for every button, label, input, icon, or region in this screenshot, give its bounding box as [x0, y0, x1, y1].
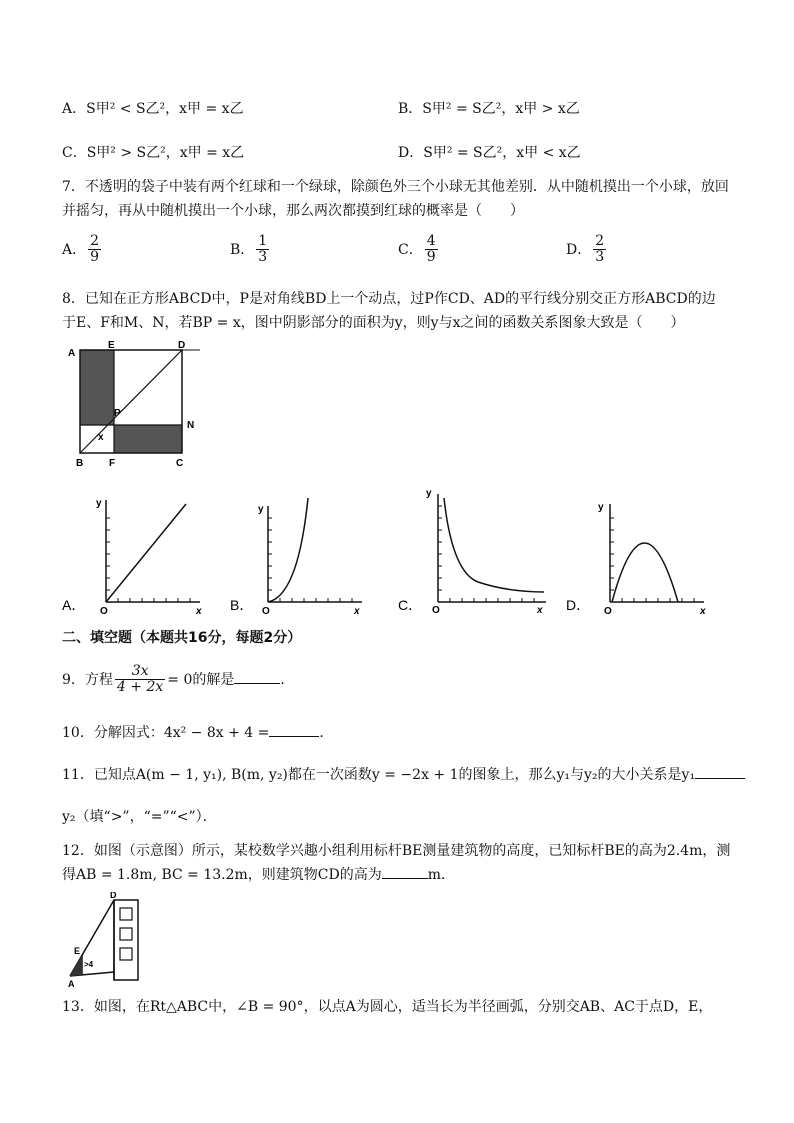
q7-option-d-letter: D．: [566, 241, 592, 258]
q8-label-d: D: [178, 340, 186, 351]
q8-shaded-top-left: [80, 350, 114, 425]
q12-stem-line1: 12．如图（示意图）所示，某校数学兴趣小组利用标杆BE测量建筑物的高度，已知标杆BE的高为2.4m，测: [62, 843, 731, 859]
q9-numerator: 3x: [115, 664, 165, 680]
q6-option-c-text: C．S甲² > S乙²，x甲 = x乙: [62, 145, 245, 161]
q8-graph-c-curve: [444, 498, 544, 592]
q6-option-b: [398, 98, 580, 118]
q6-option-d: [398, 142, 581, 162]
q8-graph-c-y-label: y: [426, 488, 432, 499]
q8-graph-d-letter: D．: [566, 597, 591, 613]
q6-option-a: [62, 98, 244, 118]
q7-option-b-fraction: [256, 234, 269, 266]
q8-shaded-bottom-right: [114, 425, 182, 453]
q12-label-a: A: [68, 979, 75, 988]
q8-label-x: x: [98, 432, 104, 443]
q10-answer-blank[interactable]: [269, 724, 319, 737]
q12-label-mark: >4: [84, 960, 94, 969]
q7-option-d-num: 2: [595, 233, 605, 249]
q7-option-d-fraction: [593, 234, 606, 266]
q8-label-a: A: [68, 348, 76, 359]
q8-label-p: P: [114, 408, 121, 419]
q12-stem-line2: [62, 864, 455, 884]
q7-option-b-num: 1: [258, 233, 268, 249]
q9-suffix: = 0的解是: [167, 671, 235, 688]
q6-option-b-text: B．S甲² = S乙²，x甲 > x乙: [398, 101, 580, 117]
q12-answer-blank[interactable]: [382, 866, 428, 879]
q8-square-figure: [62, 340, 212, 472]
q9-prefix: 9．方程: [62, 671, 113, 688]
q8-stem-line1: 8．已知在正方形ABCD中，P是对角线BD上一个动点，过P作CD、AD的平行线分别交正方形ABCD的边: [62, 291, 716, 307]
q9-end: ．: [280, 671, 295, 688]
q8-graph-d-y-label: y: [598, 502, 604, 513]
q8-graph-d-curve: [612, 543, 678, 602]
q8-graph-a-x-label: x: [196, 606, 202, 615]
q8-graph-c-letter: C．: [398, 597, 423, 613]
q9-stem: [62, 664, 294, 696]
q12-window-2: [120, 928, 132, 940]
q8-graph-a-letter: A．: [62, 597, 86, 613]
q7-stem-line2: 并摇匀，再从中随机摸出一个小球，那么两次都摸到红球的概率是（ ）: [62, 203, 524, 219]
q12-line2-suffix: m．: [427, 867, 456, 883]
q12-window-1: [120, 908, 132, 920]
q7-option-b-letter: B．: [230, 241, 255, 258]
q7-option-c: [398, 234, 440, 266]
q8-label-e: E: [108, 340, 115, 351]
q7-option-a-letter: A．: [62, 241, 87, 258]
q11-line1-text: 11．已知点A(m − 1, y₁), B(m, y₂)都在一次函数y = −2x + 1的图象上，那么y₁与y₂的大小关系是y₁: [62, 767, 696, 783]
q10-text: 10．分解因式：4x² − 8x + 4 =: [62, 725, 270, 741]
q12-window-3: [120, 948, 132, 960]
q8-graph-b-curve: [268, 498, 308, 602]
q12-label-d: D: [110, 892, 117, 900]
q8-graph-b-x-label: x: [354, 606, 360, 615]
q10-end: ．: [319, 725, 334, 741]
q8-graph-a: [62, 490, 212, 615]
q9-fraction: [115, 664, 165, 696]
q8-label-n: N: [187, 420, 195, 431]
q8-graph-b-origin: O: [262, 606, 270, 615]
q12-label-e: E: [74, 946, 81, 956]
q11-stem-line2: [62, 806, 217, 826]
q6-option-d-text: D．S甲² = S乙²，x甲 < x乙: [398, 145, 581, 161]
q8-graph-d-x-label: x: [700, 606, 706, 615]
q7-option-d: [566, 234, 608, 266]
q9-denominator: 4 + 2x: [116, 679, 164, 696]
q8-label-c: C: [176, 458, 184, 469]
section-2-title: 二、填空题（本题共16分，每题2分）: [62, 630, 302, 646]
q9-answer-blank[interactable]: [234, 671, 280, 684]
q8-graph-a-y-label: y: [96, 498, 102, 509]
q13-stem-line1: 13．如图，在Rt△ABC中，∠B = 90°，以点A为圆心，适当长为半径画弧，分别交AB、AC于点D，E，: [62, 999, 713, 1015]
q8-graph-c-x-label: x: [537, 605, 543, 615]
q7-stem-line1: 7．不透明的袋子中装有两个红球和一个绿球，除颜色外三个小球无其他差别．从中随机摸出一个小球，放回: [62, 179, 729, 195]
q11-stem-line1: [62, 764, 745, 784]
q7-option-a-den: 9: [90, 249, 100, 266]
q7-option-c-num: 4: [426, 233, 436, 249]
q7-option-d-den: 3: [595, 249, 605, 266]
q11-line2-text: （填“>”，“=”“<”）．: [75, 809, 217, 825]
q7-option-a-fraction: [88, 234, 101, 266]
q6-option-c: [62, 142, 244, 162]
q8-stem-line2: 于E、F和M、N，若BP = x，图中阴影部分的面积为y，则y与x之间的函数关系图象大致是（ ）: [62, 315, 685, 331]
q7-option-b: [230, 234, 271, 266]
q8-graph-c-origin: O: [432, 605, 440, 615]
q11-answer-blank[interactable]: [695, 766, 745, 779]
q6-option-a-text: A．S甲² < S乙²，x甲 = x乙: [62, 101, 244, 117]
q8-label-b: B: [76, 458, 84, 469]
q7-option-c-letter: C．: [398, 241, 423, 258]
q8-graph-b-letter: B．: [230, 597, 254, 613]
q8-graph-a-curve: [106, 504, 186, 602]
q11-line2-prefix: y₂: [62, 809, 76, 825]
q8-label-f: F: [109, 458, 116, 469]
q8-graph-b: [230, 490, 380, 615]
q8-graph-d-origin: O: [604, 606, 612, 615]
q7-option-c-fraction: [425, 234, 438, 266]
q12-figure: [62, 892, 152, 988]
q7-option-b-den: 3: [258, 249, 268, 266]
q8-graph-c: [398, 484, 553, 615]
q7-option-a: [62, 234, 103, 266]
q8-graph-b-y-label: y: [258, 504, 264, 515]
q8-graph-d: [566, 490, 716, 615]
q7-option-c-den: 9: [426, 249, 436, 266]
q7-option-a-num: 2: [90, 233, 100, 249]
q12-line2-prefix: 得AB = 1.8m, BC = 13.2m，则建筑物CD的高为: [62, 867, 382, 883]
q8-graph-a-origin: O: [100, 606, 108, 615]
q10-stem: [62, 722, 333, 742]
